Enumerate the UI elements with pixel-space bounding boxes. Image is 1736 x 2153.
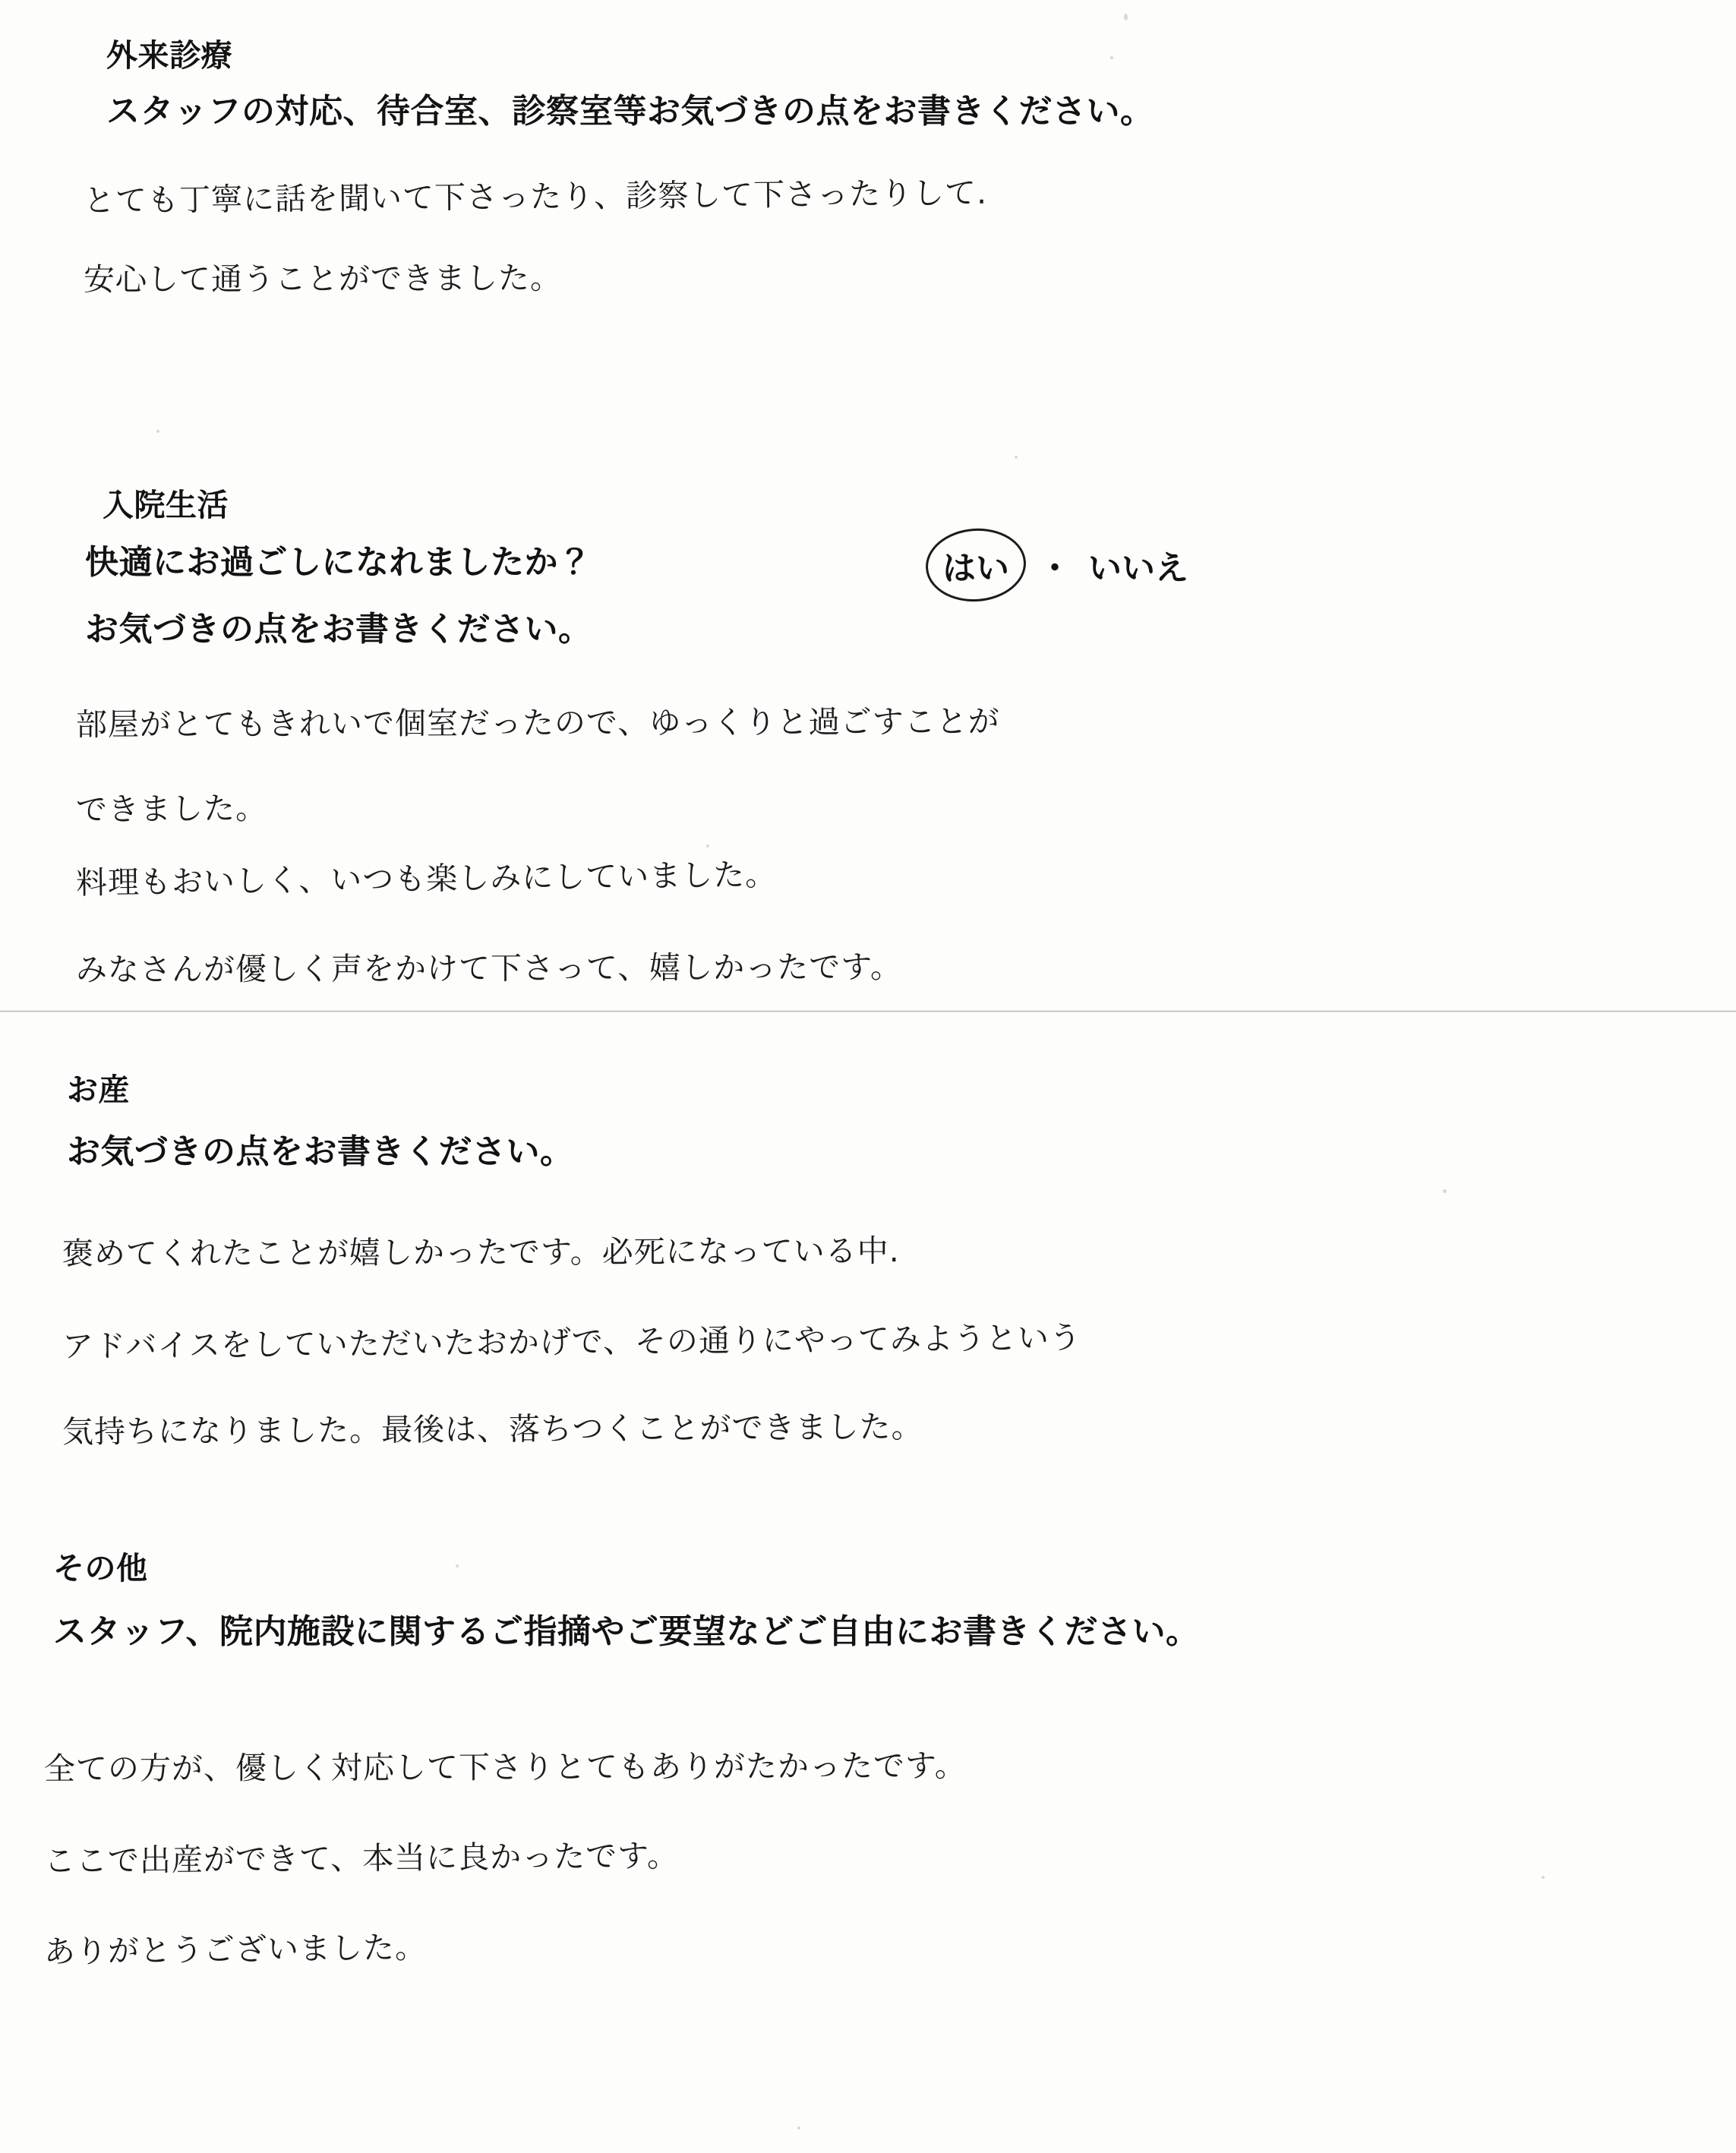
handwritten-line: ここで出産ができて、本当に良かったです。	[43, 1837, 680, 1880]
comfort-choice-row[interactable]	[930, 536, 1188, 594]
handwritten-line: 褒めてくれたことが嬉しかったです。必死になっている中.	[62, 1233, 900, 1272]
choice-yes-label: はい	[942, 549, 1009, 588]
scan-speck	[1443, 1189, 1447, 1193]
choice-no[interactable]: いいえ	[1088, 549, 1188, 588]
paper-fold-line	[0, 1010, 1736, 1012]
circle-annotation-icon	[923, 526, 1028, 605]
scan-speck	[1015, 456, 1018, 459]
handwritten-line: できました。	[75, 789, 268, 829]
choice-yes-selected[interactable]	[930, 536, 1021, 594]
scan-speck	[1124, 14, 1128, 21]
handwritten-line: 全ての方が、優しく対応して下さりとてもありがたかったです。	[43, 1747, 967, 1788]
section-heading-other: その他	[53, 1550, 148, 1586]
scan-speck	[456, 1564, 459, 1567]
handwritten-line: 部屋がとてもきれいで個室だったので、ゆっくりと過ごすことが	[75, 702, 1000, 743]
handwritten-line: 安心して通うことができました。	[83, 259, 563, 298]
section-heading-outpatient: 外来診療	[106, 37, 232, 74]
scan-speck	[797, 2126, 800, 2129]
scan-speck	[1542, 1876, 1545, 1879]
handwritten-line: みなさんが優しく声をかけて下さって、嬉しかったです。	[75, 949, 902, 988]
handwritten-line: 料理もおいしく、いつも楽しみにしていました。	[75, 856, 778, 901]
section-heading-childbirth: お産	[67, 1072, 130, 1108]
scan-speck	[1110, 56, 1113, 59]
section-prompt-childbirth: お気づきの点をお書きください。	[67, 1132, 574, 1171]
scan-speck	[706, 844, 709, 848]
scan-speck	[156, 430, 159, 433]
handwritten-line: ありがとうございました。	[43, 1928, 428, 1971]
section-heading-hospital-stay: 入院生活	[103, 487, 229, 523]
handwritten-line: 気持ちになりました。最後は、落ちつくことができました。	[62, 1408, 923, 1451]
choice-separator: ・	[1038, 549, 1072, 588]
section-prompt2-hospital-stay: お気づきの点をお書きください。	[85, 610, 592, 649]
handwritten-line: アドバイスをしていただいたおかげで、その通りにやってみようという	[62, 1319, 1082, 1365]
handwritten-line: とても丁寧に話を聞いて下さったり、診察して下さったりして.	[83, 174, 988, 219]
section-prompt-outpatient: スタッフの対応、待合室、診察室等お気づきの点をお書きください。	[106, 92, 1154, 131]
section-prompt-other: スタッフ、院内施設に関するご指摘やご要望などご自由にお書きください。	[53, 1612, 1200, 1651]
section-prompt-hospital-stay: 快適にお過ごしになれましたか？	[85, 543, 592, 582]
